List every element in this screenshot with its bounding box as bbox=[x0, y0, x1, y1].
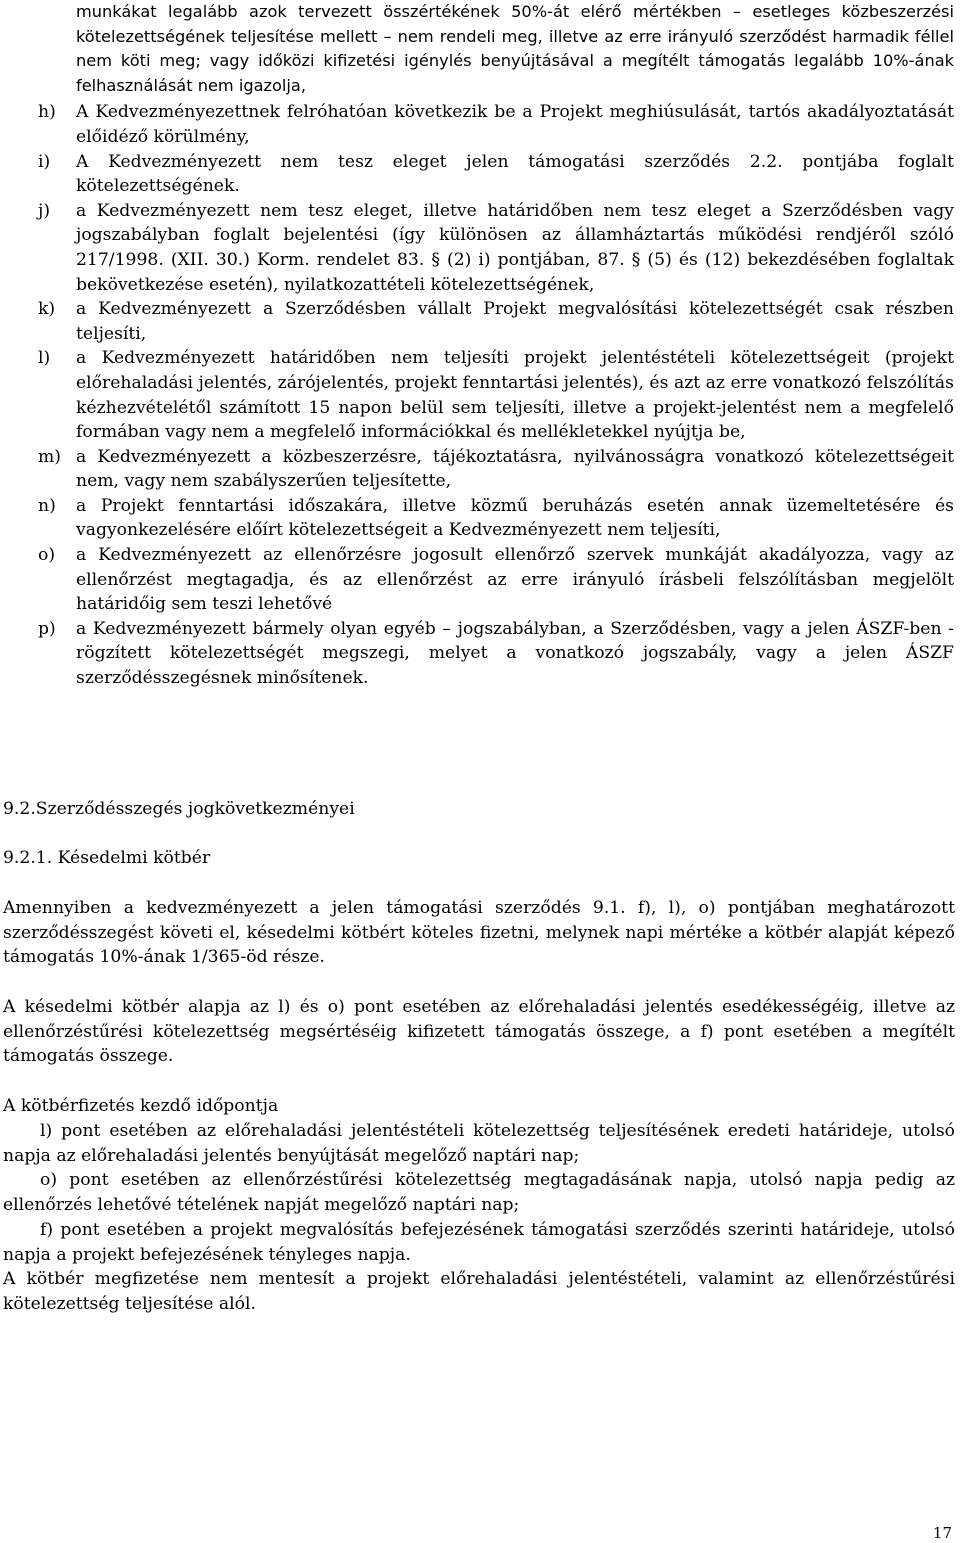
list-item-p bbox=[0, 617, 960, 691]
list-item-h bbox=[0, 100, 960, 149]
list-item-text: a Kedvezményezett a közbeszerzésre, tájékoztatásra, nyilvánosságra vonatkozó kötelezettségeit nem, vagy nem szabályszerűen teljesítette, bbox=[76, 446, 954, 492]
list-item-text: A Kedvezményezett nem tesz eleget jelen támogatási szerződés 2.2. pontjába foglalt kötelezettségének. bbox=[76, 151, 954, 197]
breach-list bbox=[0, 0, 960, 691]
paragraph-penalty-note: A kötbér megfizetése nem mentesít a projekt előrehaladási jelentéstételi, valamint az ellenőrzéstűrési kötelezettség teljesítése alól. bbox=[3, 1269, 955, 1314]
list-item-i bbox=[0, 150, 960, 199]
paragraph-start-date-f: f) pont esetében a projekt megvalósítás befejezésének támogatási szerződés szerinti határideje, utolsó napja a projekt befejezésének tényleges napja. bbox=[3, 1220, 955, 1265]
paragraph-penalty-rate: Amennyiben a kedvezményezett a jelen támogatási szerződés 9.1. f), l), o) pontjában meghatározott szerződésszegést követi el, késedelmi kötbért köteles fizetni, melynek napi mértéke a kötbér alapját képező támogatás 10%-ának 1/365-öd része. bbox=[3, 898, 955, 968]
list-intro-continuation: munkákat legalább azok tervezett összértékének 50%-át elérő mértékben – esetleges közbeszerzési kötelezettségének teljesítése mellett – nem rendeli meg, illetve az erre irányuló szerződést harmadik féllel nem köti meg; vagy időközi kifizetési igénylés benyújtásával a megítélt támogatás legalább 10%-ának felhasználását nem igazolja, bbox=[76, 2, 954, 95]
list-item-label: p) bbox=[38, 618, 56, 639]
list-item-j bbox=[0, 199, 960, 297]
list-item-label: i) bbox=[38, 151, 51, 172]
paragraph-start-date-heading: A kötbérfizetés kezdő időpontja bbox=[3, 1096, 279, 1116]
list-item-label: j) bbox=[38, 200, 51, 221]
list-item-text: a Kedvezményezett határidőben nem teljesíti projekt jelentéstételi kötelezettségeit (projekt előrehaladási jelentés, zárójelentés, projekt fenntartási jelentés), és azt az erre vonatkozó felszólítás kézhezvételétől számított 15 napon belül sem teljesíti, illetve a projekt-jelentést nem a megfelelő formában vagy nem a megfelelő információkkal és mellékletekkel nyújtja be, bbox=[76, 348, 954, 443]
list-item-label: h) bbox=[38, 102, 56, 123]
list-item-l bbox=[0, 346, 960, 444]
list-item-m bbox=[0, 445, 960, 494]
list-item-label: l) bbox=[38, 348, 51, 369]
page-number: 17 bbox=[932, 1524, 952, 1542]
list-item-k bbox=[0, 297, 960, 346]
paragraph-penalty-base: A késedelmi kötbér alapja az l) és o) pont esetében az előrehaladási jelentés esedékességéig, illetve az ellenőrzéstűrési kötelezettség megsértéséig kifizetett támogatás összege, a f) pont esetében a megítélt támogatás összege. bbox=[3, 997, 955, 1067]
list-item-text: a Projekt fenntartási időszakára, illetve közmű beruházás esetén annak üzemeltetésére és vagyonkezelésére előírt kötelezettségeit a Kedvezményezett nem teljesíti, bbox=[76, 495, 954, 541]
paragraph-start-date-l: l) pont esetében az előrehaladási jelentéstételi kötelezettség teljesítésének eredeti határideje, utolsó napja az előrehaladási jelentés benyújtását megelőző naptári nap; bbox=[3, 1121, 955, 1166]
list-item-label: m) bbox=[38, 446, 62, 467]
subsection-heading: 9.2.1. Késedelmi kötbér bbox=[3, 848, 211, 868]
list-item-text: a Kedvezményezett a Szerződésben vállalt Projekt megvalósítási kötelezettségét csak részben teljesíti, bbox=[76, 299, 954, 344]
section-heading: 9.2.Szerződésszegés jogkövetkezményei bbox=[3, 799, 355, 819]
list-item-label: n) bbox=[38, 495, 56, 516]
list-item-text: a Kedvezményezett az ellenőrzésre jogosult ellenőrző szervek munkáját akadályozza, vagy az ellenőrzést megtagadja, és az ellenőrzést az erre irányuló írásbeli felszólításban megjelölt határidőig sem teszi lehetővé bbox=[76, 545, 954, 615]
list-item-n bbox=[0, 494, 960, 543]
list-item-label: o) bbox=[38, 545, 56, 566]
list-item-text: a Kedvezményezett bármely olyan egyéb – jogszabályban, a Szerződésben, vagy a jelen ÁSZF-ben - rögzített kötelezettségét megszegi, melyet a vonatkozó jogszabály, vagy a jelen ÁSZF szerződésszegésnek minősítenek. bbox=[76, 618, 954, 689]
list-item-label: k) bbox=[38, 299, 56, 320]
list-item-text: A Kedvezményezettnek felróhatóan következik be a Projekt meghiúsulását, tartós akadályoztatását előidéző körülmény, bbox=[76, 102, 954, 147]
list-item-o bbox=[0, 543, 960, 617]
paragraph-start-date-o: o) pont esetében az ellenőrzéstűrési kötelezettség megtagadásának napja, utolsó napja pedig az ellenőrzés lehetővé tételének napját megelőző naptári nap; bbox=[3, 1170, 955, 1215]
list-item-text: a Kedvezményezett nem tesz eleget, illetve határidőben nem tesz eleget a Szerződésben vagy jogszabályban foglalt bejelentési (így különösen az államháztartás működési rendjéről szóló 217/1998. (XII. 30.) Korm. rendelet 83. § (2) i) pontjában, 87. § (5) és (12) bekezdésében foglaltak bekövetkezése esetén), nyilatkozattételi kötelezettségének, bbox=[76, 200, 954, 295]
